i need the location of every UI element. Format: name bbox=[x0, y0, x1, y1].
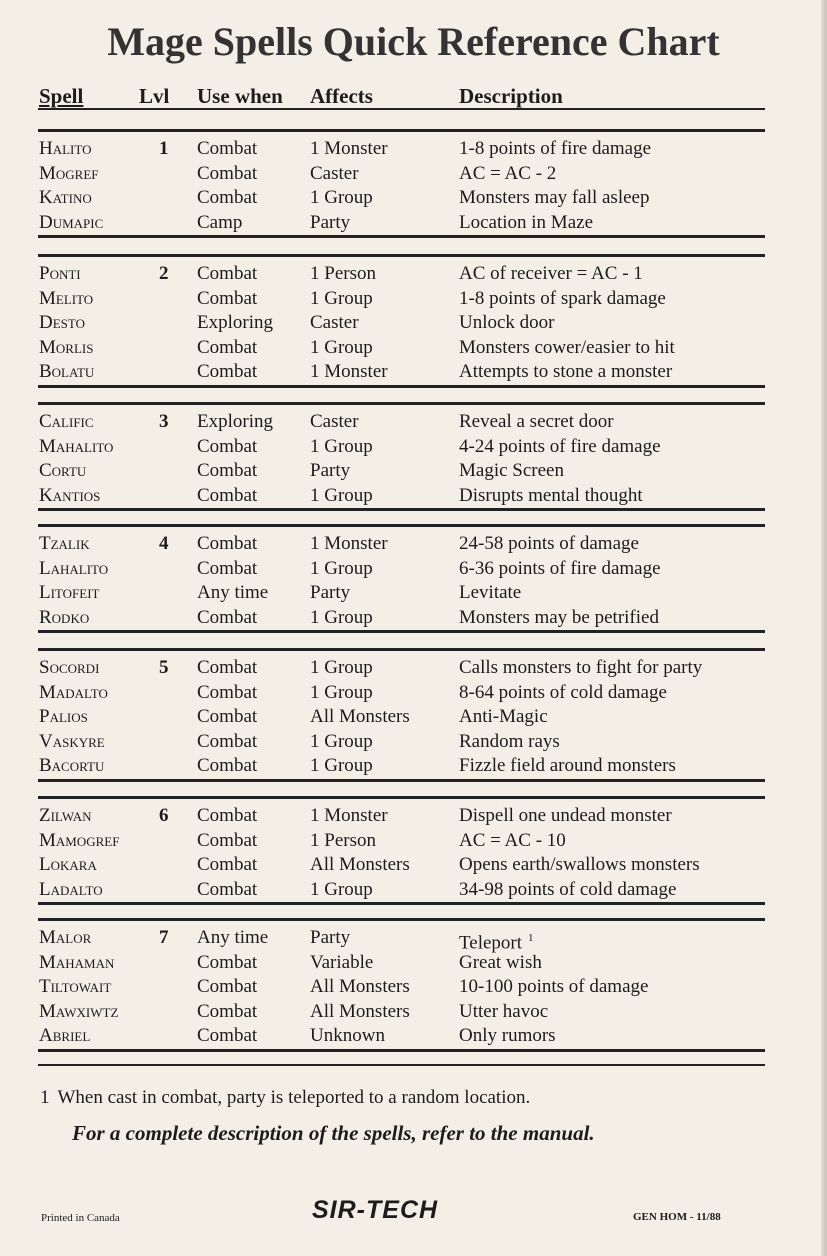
spell-name: Lokara bbox=[39, 854, 97, 876]
spell-row bbox=[38, 162, 765, 187]
spell-row bbox=[38, 311, 765, 336]
description-cell: Location in Maze bbox=[459, 211, 594, 233]
level-number: 6 bbox=[159, 805, 169, 826]
use-when-cell: Combat bbox=[197, 263, 258, 284]
spell-name: Katino bbox=[39, 187, 92, 209]
description-cell: Anti-Magic bbox=[459, 706, 548, 728]
spell-row bbox=[38, 853, 765, 878]
use-when-cell: Combat bbox=[197, 287, 258, 309]
affects-cell: All Monsters bbox=[310, 976, 410, 998]
description-cell: 1-8 points of fire damage bbox=[459, 138, 652, 159]
level-number: 3 bbox=[159, 411, 169, 432]
use-when-cell: Any time bbox=[197, 582, 269, 604]
spell-row bbox=[38, 186, 765, 211]
spell-row bbox=[38, 975, 765, 1000]
description-cell: Magic Screen bbox=[459, 460, 564, 482]
spell-name: Madalto bbox=[39, 681, 108, 703]
spell-group-level-6 bbox=[38, 796, 765, 905]
spell-group-level-7 bbox=[38, 918, 765, 1052]
use-when-cell: Combat bbox=[197, 533, 258, 554]
spell-row bbox=[38, 656, 765, 681]
use-when-cell: Exploring bbox=[197, 411, 273, 432]
use-when-cell: Combat bbox=[197, 460, 258, 482]
spell-group-level-5 bbox=[38, 648, 765, 782]
description-cell: Monsters cower/easier to hit bbox=[459, 336, 675, 358]
description-cell: Only rumors bbox=[459, 1025, 556, 1047]
spell-row bbox=[38, 705, 765, 730]
affects-cell: Party bbox=[310, 927, 351, 948]
use-when-cell: Combat bbox=[197, 336, 258, 358]
description-cell: Monsters may fall asleep bbox=[459, 187, 650, 209]
affects-cell: 1 Group bbox=[310, 187, 373, 209]
column-header-lvl: Lvl bbox=[139, 84, 170, 108]
description-cell: 6-36 points of fire damage bbox=[459, 557, 661, 579]
affects-cell: Caster bbox=[310, 162, 359, 184]
use-when-cell: Combat bbox=[197, 435, 258, 457]
spell-name: Socordi bbox=[39, 657, 100, 678]
use-when-cell: Combat bbox=[197, 854, 258, 876]
spell-row bbox=[38, 951, 765, 976]
affects-cell: 1 Group bbox=[310, 557, 373, 579]
printed-in-note: Printed in Canada bbox=[41, 1212, 120, 1224]
description-cell: Disrupts mental thought bbox=[459, 484, 643, 506]
spell-row bbox=[38, 730, 765, 755]
card-edge bbox=[821, 0, 827, 1256]
use-when-cell: Combat bbox=[197, 138, 258, 159]
affects-cell: 1 Monster bbox=[310, 361, 388, 383]
spell-group-level-4 bbox=[38, 524, 765, 633]
spell-name: Ponti bbox=[39, 263, 81, 284]
spell-name: Morlis bbox=[39, 336, 94, 358]
affects-cell: Party bbox=[310, 211, 351, 233]
level-number: 7 bbox=[159, 927, 169, 948]
use-when-cell: Camp bbox=[197, 211, 243, 233]
spell-name: Mawxiwtz bbox=[39, 1000, 119, 1022]
spell-row bbox=[38, 804, 765, 829]
spell-name: Zilwan bbox=[39, 805, 92, 826]
affects-cell: 1 Person bbox=[310, 829, 376, 851]
column-header-affects: Affects bbox=[310, 84, 373, 108]
use-when-cell: Combat bbox=[197, 1025, 258, 1047]
spell-row bbox=[38, 435, 765, 460]
spell-row bbox=[38, 557, 765, 582]
spell-name: Rodko bbox=[39, 606, 90, 628]
affects-cell: All Monsters bbox=[310, 854, 410, 876]
affects-cell: 1 Group bbox=[310, 755, 373, 777]
spell-name: Ladalto bbox=[39, 878, 103, 900]
use-when-cell: Combat bbox=[197, 805, 258, 826]
description-cell: 8-64 points of cold damage bbox=[459, 681, 667, 703]
use-when-cell: Combat bbox=[197, 681, 258, 703]
spell-name: Bolatu bbox=[39, 361, 95, 383]
affects-cell: 1 Group bbox=[310, 730, 373, 752]
footnote bbox=[40, 1087, 530, 1109]
spell-name: Desto bbox=[39, 312, 85, 334]
spell-name: Abriel bbox=[39, 1025, 91, 1047]
affects-cell: 1 Group bbox=[310, 287, 373, 309]
use-when-cell: Combat bbox=[197, 1000, 258, 1022]
spell-row bbox=[38, 360, 765, 385]
spell-row bbox=[38, 1000, 765, 1025]
description-cell: 4-24 points of fire damage bbox=[459, 435, 661, 457]
use-when-cell: Exploring bbox=[197, 312, 273, 334]
affects-cell: 1 Group bbox=[310, 681, 373, 703]
column-header-spell: Spell bbox=[39, 84, 84, 108]
spell-group-level-3 bbox=[38, 402, 765, 511]
description-cell: Opens earth/swallows monsters bbox=[459, 854, 700, 876]
affects-cell: 1 Group bbox=[310, 484, 373, 506]
level-number: 1 bbox=[159, 138, 169, 159]
description-cell: Calls monsters to fight for party bbox=[459, 657, 703, 678]
column-header-row bbox=[38, 84, 765, 110]
spell-name: Cortu bbox=[39, 460, 87, 482]
spell-row bbox=[38, 137, 765, 162]
spell-name: Mahaman bbox=[39, 951, 115, 973]
description-cell: Fizzle field around monsters bbox=[459, 755, 676, 777]
level-number: 4 bbox=[159, 533, 169, 554]
use-when-cell: Combat bbox=[197, 162, 258, 184]
spell-name: Mogref bbox=[39, 162, 99, 184]
spell-name: Melito bbox=[39, 287, 94, 309]
use-when-cell: Combat bbox=[197, 187, 258, 209]
spell-row bbox=[38, 262, 765, 287]
spell-row bbox=[38, 410, 765, 435]
spell-row bbox=[38, 754, 765, 779]
spell-name: Mamogref bbox=[39, 829, 120, 851]
column-header-description: Description bbox=[459, 84, 563, 108]
spell-name: Kantios bbox=[39, 484, 101, 506]
level-number: 5 bbox=[159, 657, 169, 678]
description-cell: Random rays bbox=[459, 730, 560, 752]
spell-row bbox=[38, 829, 765, 854]
use-when-cell: Combat bbox=[197, 730, 258, 752]
spell-row bbox=[38, 211, 765, 236]
description-cell: AC = AC - 2 bbox=[459, 162, 557, 184]
affects-cell: Caster bbox=[310, 411, 359, 432]
footnote-marker: 1 bbox=[528, 932, 534, 944]
affects-cell: 1 Person bbox=[310, 263, 376, 284]
spell-row bbox=[38, 532, 765, 557]
description-cell: AC = AC - 10 bbox=[459, 829, 566, 851]
description-cell: AC of receiver = AC - 1 bbox=[459, 263, 643, 284]
description-cell: 10-100 points of damage bbox=[459, 976, 649, 998]
affects-cell: 1 Group bbox=[310, 657, 373, 678]
affects-cell: Party bbox=[310, 460, 351, 482]
use-when-cell: Combat bbox=[197, 878, 258, 900]
affects-cell: 1 Group bbox=[310, 606, 373, 628]
spell-name: Bacortu bbox=[39, 755, 105, 777]
spell-name: Calific bbox=[39, 411, 94, 432]
spell-row bbox=[38, 484, 765, 509]
header-divider bbox=[38, 108, 765, 110]
column-header-use-when: Use when bbox=[197, 84, 283, 108]
affects-cell: 1 Group bbox=[310, 878, 373, 900]
print-code: GEN HOM - 11/88 bbox=[633, 1211, 721, 1223]
description-cell: Levitate bbox=[459, 582, 522, 604]
spell-row bbox=[38, 926, 765, 954]
footnote-number: 1 bbox=[40, 1087, 50, 1108]
affects-cell: Caster bbox=[310, 312, 359, 334]
spell-group-level-2 bbox=[38, 254, 765, 388]
spell-name: Lahalito bbox=[39, 557, 109, 579]
description-cell: Dispell one undead monster bbox=[459, 805, 672, 826]
affects-cell: Variable bbox=[310, 951, 374, 973]
spell-group-level-1 bbox=[38, 129, 765, 238]
description-cell: Utter havoc bbox=[459, 1000, 549, 1022]
description-cell: Attempts to stone a monster bbox=[459, 361, 673, 383]
spell-name: Dumapic bbox=[39, 211, 104, 233]
sir-tech-logo: SIR-TECH bbox=[312, 1196, 439, 1224]
page-title: Mage Spells Quick Reference Chart bbox=[107, 19, 720, 64]
footnote-text: When cast in combat, party is teleported to a random location. bbox=[57, 1087, 531, 1108]
description-cell: Unlock door bbox=[459, 312, 555, 334]
use-when-cell: Combat bbox=[197, 657, 258, 678]
spell-name: Palios bbox=[39, 706, 88, 728]
description-cell: 1-8 points of spark damage bbox=[459, 287, 666, 309]
affects-cell: All Monsters bbox=[310, 1000, 410, 1022]
affects-cell: All Monsters bbox=[310, 706, 410, 728]
description-cell: 34-98 points of cold damage bbox=[459, 878, 677, 900]
spell-name: Vaskyre bbox=[39, 730, 105, 752]
spell-row bbox=[38, 336, 765, 361]
manual-reference-note: For a complete description of the spells, refer to the manual. bbox=[72, 1121, 595, 1145]
use-when-cell: Combat bbox=[197, 557, 258, 579]
affects-cell: Unknown bbox=[310, 1025, 385, 1047]
affects-cell: Party bbox=[310, 582, 351, 604]
description-cell: Teleport bbox=[459, 932, 523, 954]
use-when-cell: Combat bbox=[197, 755, 258, 777]
affects-cell: 1 Group bbox=[310, 435, 373, 457]
use-when-cell: Combat bbox=[197, 951, 258, 973]
spell-row bbox=[38, 287, 765, 312]
use-when-cell: Combat bbox=[197, 361, 258, 383]
spell-row bbox=[38, 681, 765, 706]
spell-row bbox=[38, 606, 765, 631]
description-cell: Reveal a secret door bbox=[459, 411, 614, 432]
use-when-cell: Combat bbox=[197, 706, 258, 728]
spell-name: Malor bbox=[39, 927, 92, 948]
spell-row bbox=[38, 1024, 765, 1049]
use-when-cell: Combat bbox=[197, 606, 258, 628]
spell-row bbox=[38, 581, 765, 606]
use-when-cell: Combat bbox=[197, 484, 258, 506]
use-when-cell: Any time bbox=[197, 927, 269, 948]
description-cell: Great wish bbox=[459, 951, 542, 973]
use-when-cell: Combat bbox=[197, 829, 258, 851]
description-cell: 24-58 points of damage bbox=[459, 533, 639, 554]
spell-name: Halito bbox=[39, 138, 92, 159]
spell-name: Mahalito bbox=[39, 435, 114, 457]
use-when-cell: Combat bbox=[197, 976, 258, 998]
affects-cell: 1 Monster bbox=[310, 138, 388, 159]
affects-cell: 1 Monster bbox=[310, 533, 388, 554]
spell-name: Tiltowait bbox=[39, 976, 112, 998]
bottom-divider bbox=[38, 1064, 765, 1066]
spell-name: Litofeit bbox=[39, 582, 100, 604]
spell-row bbox=[38, 459, 765, 484]
level-number: 2 bbox=[159, 263, 169, 284]
affects-cell: 1 Group bbox=[310, 336, 373, 358]
description-cell: Monsters may be petrified bbox=[459, 606, 659, 628]
spell-row bbox=[38, 878, 765, 903]
spell-name: Tzalik bbox=[39, 533, 90, 554]
affects-cell: 1 Monster bbox=[310, 805, 388, 826]
